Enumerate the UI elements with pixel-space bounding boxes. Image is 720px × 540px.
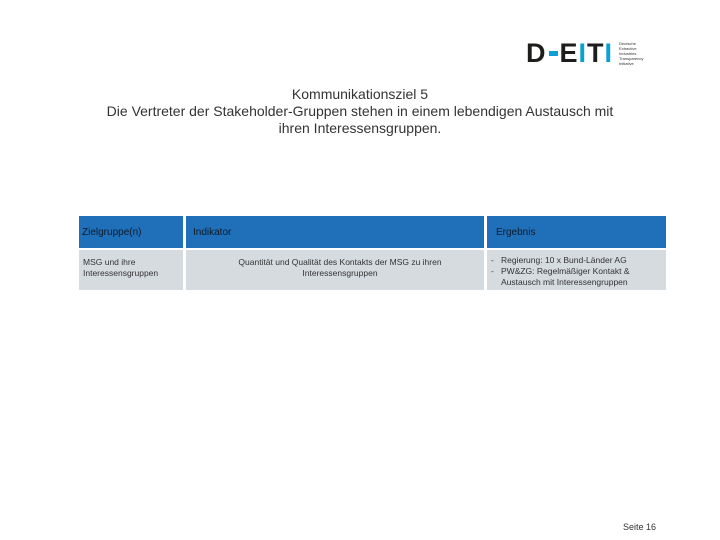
page-number: Seite 16 <box>623 522 657 532</box>
ergebnis-item <box>491 255 662 266</box>
table-header-row <box>79 216 666 248</box>
header-indikator-label: Indikator <box>193 226 232 238</box>
logo-letter-i: I <box>578 37 588 68</box>
header-ergebnis-label: Ergebnis <box>496 226 536 238</box>
title-line-2: Die Vertreter der Stakeholder-Gruppen stehen in einem lebendigen Austausch mit <box>106 103 614 119</box>
logo-wordmark <box>526 37 614 68</box>
deiti-logo <box>526 38 649 68</box>
cell-zielgruppe-text: MSG und ihre Interessensgruppen <box>83 257 159 278</box>
header-zielgruppe <box>79 216 183 248</box>
bullet-dash: - <box>491 266 494 276</box>
cell-indikator-text: Quantität und Qualität des Kontakts der MSG zu ihren Interessensgruppen <box>238 257 442 278</box>
title-line-1: Kommunikationsziel 5 <box>291 86 429 102</box>
table-row <box>79 250 666 290</box>
logo-letter-e: E <box>559 37 579 68</box>
logo-letter-t: T <box>587 37 605 68</box>
logo-subtext: Deutsche Extractive Industries Transparency Initiative <box>619 40 644 66</box>
ergebnis-item <box>491 266 662 288</box>
kpi-table <box>79 216 666 290</box>
cell-ergebnis <box>487 250 666 290</box>
title-line-3: ihren Interessensgruppen. <box>278 120 442 136</box>
logo-letter-i-end: I <box>604 37 614 68</box>
logo-dash <box>549 51 558 56</box>
header-ergebnis <box>487 216 666 248</box>
header-zielgruppe-label: Zielgruppe(n) <box>82 226 142 238</box>
slide-title <box>40 86 680 137</box>
ergebnis-item-text: PW&ZG: Regelmäßiger Kontakt & Austausch mit Interessengruppen <box>501 266 630 287</box>
ergebnis-item-text: Regierung: 10 x Bund-Länder AG <box>501 255 627 265</box>
logo-letter-d: D <box>526 37 547 68</box>
bullet-dash: - <box>491 255 494 265</box>
header-indikator <box>186 216 484 248</box>
cell-zielgruppe <box>79 250 183 290</box>
cell-indikator <box>186 250 484 290</box>
